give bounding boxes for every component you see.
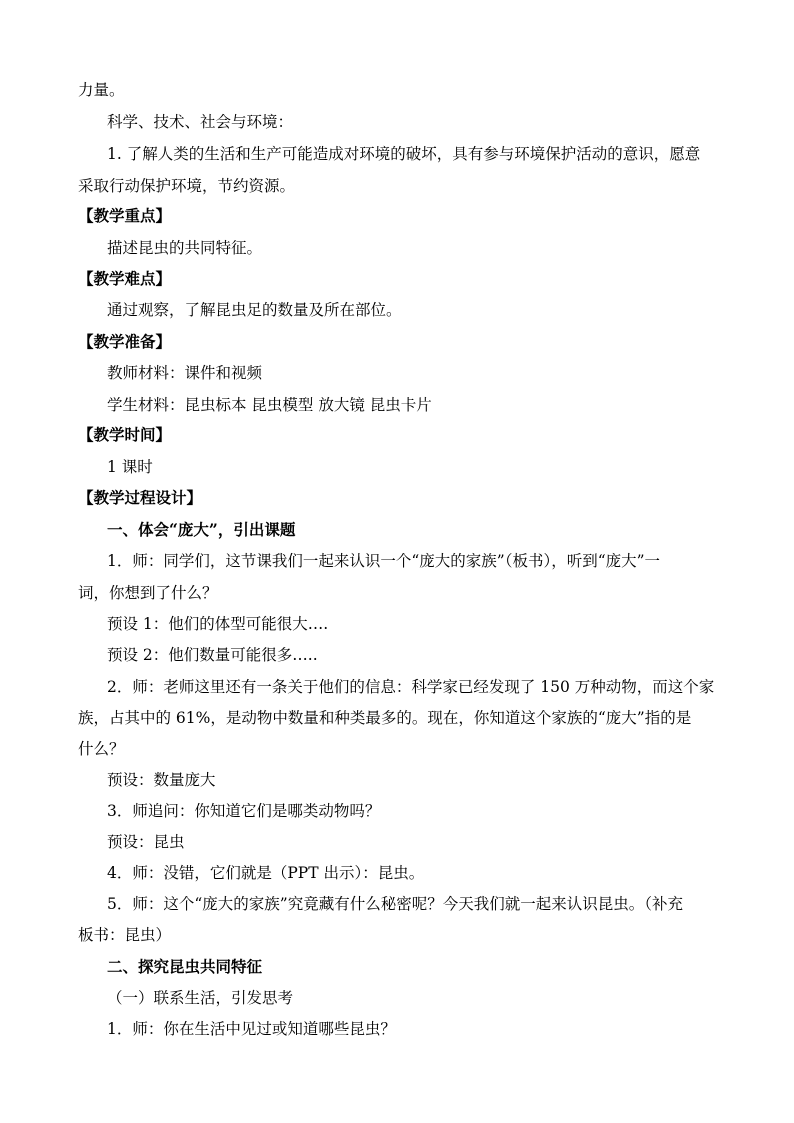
subsection-heading: 一、体会“庞大”，引出课题 — [107, 520, 296, 539]
text-line: 通过观察，了解昆虫足的数量及所在部位。 — [107, 301, 402, 319]
section-label: 科学、技术、社会与环境： — [107, 113, 294, 131]
text-line: 预设：昆虫 — [107, 833, 185, 851]
text-line: 教师材料：课件和视频 — [107, 364, 263, 382]
text-line: 5．师：这个“庞大的家族”究竟藏有什么秘密呢？今天我们就一起来认识昆虫。（补充 — [107, 895, 683, 913]
text-line: 预设 2：他们数量可能很多….. — [107, 646, 318, 664]
section-heading: 【教学过程设计】 — [78, 488, 203, 507]
text-line: 4．师：没错，它们就是（PPT 出示）：昆虫。 — [107, 864, 425, 882]
section-heading: 【教学时间】 — [78, 425, 172, 444]
text-line: 1 课时 — [107, 458, 153, 476]
section-heading: 【教学难点】 — [78, 269, 172, 288]
text-line: 板书：昆虫） — [78, 926, 172, 944]
text-line: 2．师：老师这里还有一条关于他们的信息：科学家已经发现了 150 万种动物，而这个家 — [107, 678, 715, 696]
section-heading: 【教学重点】 — [78, 206, 172, 225]
text-line: 1. 了解人类的生活和生产可能造成对环境的破坏，具有参与环境保护活动的意识，愿意 — [107, 145, 701, 163]
text-line: 族，占其中的 61%，是动物中数量和种类最多的。现在，你知道这个家族的“庞大”指的是 — [78, 709, 692, 727]
text-line: 词，你想到了什么？ — [78, 584, 218, 602]
text-line: 1．师：你在生活中见过或知道哪些昆虫？ — [107, 1020, 396, 1038]
text-line: 预设 1：他们的体型可能很大…. — [107, 615, 329, 633]
text-line: 3．师追问：你知道它们是哪类动物吗？ — [107, 802, 381, 820]
text-line: 1．师：同学们，这节课我们一起来认识一个“庞大的家族”（板书），听到“庞大”一 — [107, 552, 661, 570]
text-line: 力量。 — [78, 81, 125, 99]
text-line: 什么？ — [78, 740, 125, 758]
text-line: （一）联系生活，引发思考 — [107, 989, 294, 1007]
text-line: 预设：数量庞大 — [107, 771, 216, 789]
text-line: 学生材料：昆虫标本 昆虫模型 放大镜 昆虫卡片 — [107, 396, 432, 414]
text-line: 描述昆虫的共同特征。 — [107, 239, 263, 257]
subsection-heading: 二、探究昆虫共同特征 — [107, 957, 263, 976]
section-heading: 【教学准备】 — [78, 332, 172, 351]
text-line: 采取行动保护环境，节约资源。 — [78, 177, 296, 195]
